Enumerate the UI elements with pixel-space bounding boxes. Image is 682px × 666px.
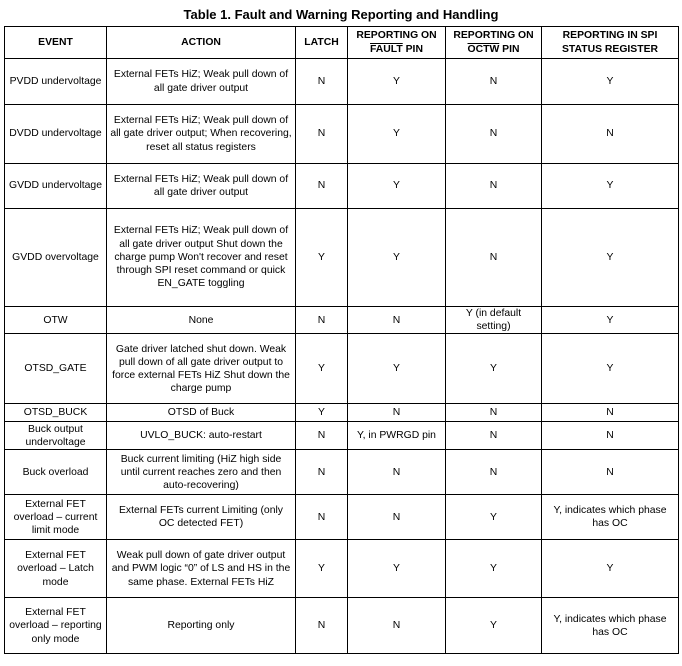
spi-cell: Y bbox=[542, 307, 679, 334]
action-cell: Weak pull down of gate driver output and PWM logic “0” of LS and HS in the same phase. External FETs HiZ bbox=[107, 540, 296, 598]
octw-cell: N bbox=[446, 209, 542, 307]
latch-cell: Y bbox=[296, 334, 348, 404]
spi-cell: N bbox=[542, 422, 679, 450]
action-cell: External FETs HiZ; Weak pull down of all gate driver output; When recovering, reset all status registers bbox=[107, 105, 296, 164]
latch-cell: N bbox=[296, 307, 348, 334]
header-octw-suffix: PIN bbox=[499, 43, 520, 55]
octw-cell: N bbox=[446, 450, 542, 495]
table-row bbox=[5, 495, 679, 540]
header-action: ACTION bbox=[107, 27, 296, 59]
spi-cell: Y, indicates which phase has OC bbox=[542, 495, 679, 540]
octw-cell: Y bbox=[446, 495, 542, 540]
spi-cell: Y bbox=[542, 334, 679, 404]
octw-cell: N bbox=[446, 105, 542, 164]
latch-cell: N bbox=[296, 450, 348, 495]
action-cell: Buck current limiting (HiZ high side until current reaches zero and then auto-recovering) bbox=[107, 450, 296, 495]
fault-cell: Y bbox=[348, 334, 446, 404]
header-latch: LATCH bbox=[296, 27, 348, 59]
latch-cell: N bbox=[296, 164, 348, 209]
spi-cell: Y bbox=[542, 540, 679, 598]
header-octw-pin-name: OCTW bbox=[467, 43, 500, 55]
header-spi-status: REPORTING IN SPI STATUS REGISTER bbox=[542, 27, 679, 59]
table-row bbox=[5, 307, 679, 334]
spi-cell: N bbox=[542, 450, 679, 495]
latch-cell: N bbox=[296, 59, 348, 105]
event-cell: External FET overload – reporting only mode bbox=[5, 598, 107, 654]
action-cell: External FETs current Limiting (only OC detected FET) bbox=[107, 495, 296, 540]
action-cell: External FETs HiZ; Weak pull down of all gate driver output bbox=[107, 164, 296, 209]
action-cell: Reporting only bbox=[107, 598, 296, 654]
event-cell: GVDD overvoltage bbox=[5, 209, 107, 307]
event-cell: Buck overload bbox=[5, 450, 107, 495]
fault-cell: N bbox=[348, 307, 446, 334]
event-cell: OTSD_GATE bbox=[5, 334, 107, 404]
spi-cell: Y bbox=[542, 164, 679, 209]
fault-cell: Y bbox=[348, 540, 446, 598]
octw-cell: Y (in default setting) bbox=[446, 307, 542, 334]
header-octw-pin bbox=[446, 27, 542, 59]
fault-warning-table bbox=[4, 26, 679, 654]
event-cell: PVDD undervoltage bbox=[5, 59, 107, 105]
table-row bbox=[5, 422, 679, 450]
spi-cell: Y bbox=[542, 209, 679, 307]
octw-cell: N bbox=[446, 404, 542, 422]
table-title: Table 1. Fault and Warning Reporting and Handling bbox=[183, 7, 499, 22]
table-row bbox=[5, 334, 679, 404]
action-cell: External FETs HiZ; Weak pull down of all gate driver output Shut down the charge pump Won't recover and reset through SPI reset command or quick EN_GATE toggling bbox=[107, 209, 296, 307]
event-cell: GVDD undervoltage bbox=[5, 164, 107, 209]
spi-cell: N bbox=[542, 105, 679, 164]
fault-cell: N bbox=[348, 495, 446, 540]
latch-cell: Y bbox=[296, 404, 348, 422]
table-row bbox=[5, 59, 679, 105]
fault-cell: N bbox=[348, 450, 446, 495]
table-row bbox=[5, 209, 679, 307]
fault-cell: Y bbox=[348, 164, 446, 209]
table-row bbox=[5, 540, 679, 598]
octw-cell: N bbox=[446, 59, 542, 105]
header-event: EVENT bbox=[5, 27, 107, 59]
header-fault-suffix: PIN bbox=[402, 43, 423, 55]
fault-cell: N bbox=[348, 404, 446, 422]
latch-cell: N bbox=[296, 422, 348, 450]
action-cell: Gate driver latched shut down. Weak pull down of all gate driver output to force external FETs HiZ Shut down the charge pump bbox=[107, 334, 296, 404]
action-cell: None bbox=[107, 307, 296, 334]
header-octw-prefix: REPORTING ON bbox=[453, 30, 534, 42]
fault-cell: Y bbox=[348, 105, 446, 164]
table-row bbox=[5, 105, 679, 164]
header-fault-pin bbox=[348, 27, 446, 59]
header-fault-pin-name: FAULT bbox=[370, 43, 403, 55]
table-row bbox=[5, 598, 679, 654]
latch-cell: N bbox=[296, 495, 348, 540]
event-cell: OTW bbox=[5, 307, 107, 334]
event-cell: Buck output undervoltage bbox=[5, 422, 107, 450]
latch-cell: Y bbox=[296, 209, 348, 307]
octw-cell: N bbox=[446, 164, 542, 209]
latch-cell: Y bbox=[296, 540, 348, 598]
octw-cell: Y bbox=[446, 334, 542, 404]
table-row bbox=[5, 404, 679, 422]
event-cell: External FET overload – Latch mode bbox=[5, 540, 107, 598]
table-row bbox=[5, 450, 679, 495]
action-cell: External FETs HiZ; Weak pull down of all gate driver output bbox=[107, 59, 296, 105]
action-cell: OTSD of Buck bbox=[107, 404, 296, 422]
fault-cell: Y, in PWRGD pin bbox=[348, 422, 446, 450]
event-cell: OTSD_BUCK bbox=[5, 404, 107, 422]
spi-cell: N bbox=[542, 404, 679, 422]
header-row bbox=[5, 27, 679, 59]
action-cell: UVLO_BUCK: auto-restart bbox=[107, 422, 296, 450]
spi-cell: Y bbox=[542, 59, 679, 105]
table-row bbox=[5, 164, 679, 209]
octw-cell: N bbox=[446, 422, 542, 450]
fault-cell: Y bbox=[348, 59, 446, 105]
latch-cell: N bbox=[296, 598, 348, 654]
octw-cell: Y bbox=[446, 540, 542, 598]
event-cell: DVDD undervoltage bbox=[5, 105, 107, 164]
header-fault-prefix: REPORTING ON bbox=[356, 30, 437, 42]
event-cell: External FET overload – current limit mode bbox=[5, 495, 107, 540]
spi-cell: Y, indicates which phase has OC bbox=[542, 598, 679, 654]
fault-cell: Y bbox=[348, 209, 446, 307]
octw-cell: Y bbox=[446, 598, 542, 654]
latch-cell: N bbox=[296, 105, 348, 164]
fault-cell: N bbox=[348, 598, 446, 654]
